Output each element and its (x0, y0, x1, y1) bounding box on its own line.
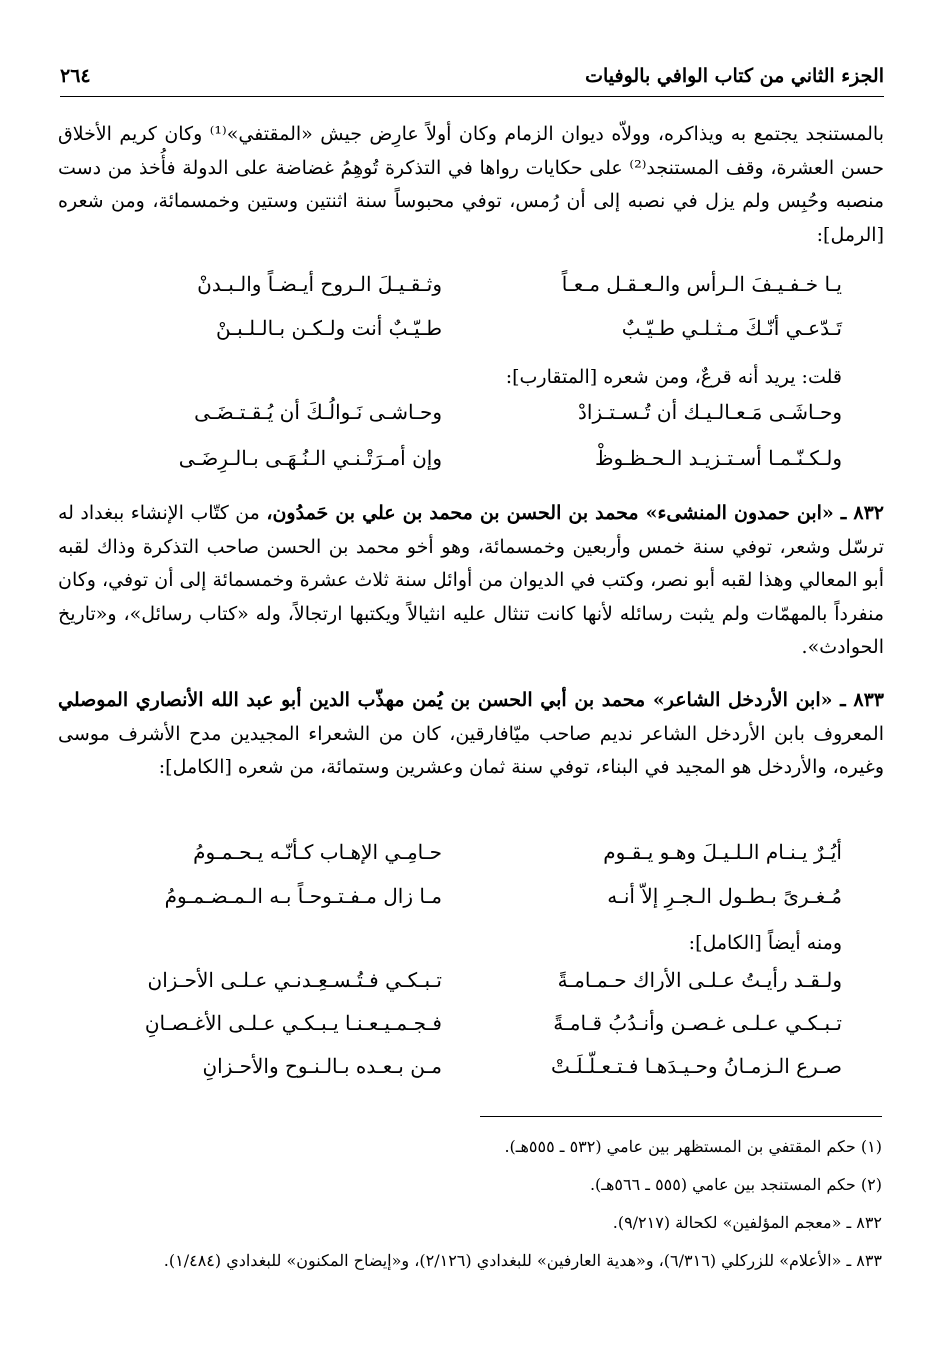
verse-hemistich-1: ولـكـنّـمـا أسـتـزيـد الـحـظـوظْ (594, 446, 842, 470)
verse-line (100, 272, 842, 306)
verse-hemistich-1: تـبـكـي عـلـى غـصـن وأنـدُبُ قـامـةً (553, 1011, 842, 1035)
entry-833 (58, 684, 884, 785)
verse-line (100, 400, 842, 434)
verse-line (100, 316, 842, 350)
verse-hemistich-1: ولـقـد رأيـتُ عـلـى الأراك حـمـامـةً (557, 968, 842, 992)
verse-hemistich-2: وحـاشـى نَـوالُـكَ أن يُـقـتـضَـى (194, 400, 442, 424)
verse-hemistich-2: مـن بـعـده بـالـنـوح والأحـزانِ (202, 1054, 442, 1078)
verse-hemistich-2: مـا زال مـفـتـوحـاً بـه الـمـضـمـومُ (164, 884, 442, 908)
footnote: ٨٣٢ ـ «معجم المؤلفين» لكحالة (٩/٢١٧). (612, 1213, 882, 1232)
page-number: ٢٦٤ (60, 65, 91, 87)
verse-line (100, 1054, 842, 1088)
entry-832 (58, 497, 884, 665)
verse-intro-label: ومنه أيضاً [الكامل]: (688, 932, 842, 954)
verse-hemistich-1: أيُـرٌ يـنـام الـلـيـلَ وهـو يـقـوم (603, 840, 842, 864)
verse-hemistich-1: تَـدّعـي أنّـكَ مـثـلـي طـيّـبٌ (621, 316, 842, 340)
verse-line (100, 446, 842, 480)
verse-line (100, 884, 842, 918)
footnote: (٢) حكم المستنجد بين عامي (٥٥٥ ـ ٥٦٦هـ). (589, 1175, 882, 1194)
verse-hemistich-2: حـامِـي الإهـاب كـأنّـه يـحـمـومُ (193, 840, 442, 864)
verse-hemistich-2: وإن أمـرَتْـنـي الـنُـهَـى بـالـرِضَـى (178, 446, 442, 470)
verse-hemistich-2: وثـقـيـلَ الـروح أيـضـاً والـبـدنْ (197, 272, 442, 296)
verse-hemistich-1: وحـاشَـى مَـعـالـيـك أن تُـسـتـزادْ (578, 400, 842, 424)
entry-833-heading: ٨٣٣ ـ «ابن الأردخل الشاعر» محمد بن أبي الحسن بن يُمن مهذّب الدين أبو عبد الله الأنصاري الموصلي (58, 689, 884, 711)
footnote-divider (480, 1116, 882, 1117)
verse-intro-label: قلت: يريد أنه قرعٌ، ومن شعره [المتقارب]: (505, 366, 842, 388)
verse-line (100, 1011, 842, 1045)
verse-line (100, 968, 842, 1002)
page-header (60, 56, 884, 97)
entry-833-body: المعروف بابن الأردخل الشاعر نديم صاحب ميّافارقين، كان من الشعراء المجيدين مدح الأشرف موسى وغيره، والأردخل هو المجيد في البناء، توفي سنة ثمان وعشرين وستمائة، من شعره [الكامل]: (58, 722, 884, 778)
verse-hemistich-2: فـجـمـيـعـنـا يـبـكـي عـلـى الأغـصـانِ (144, 1011, 442, 1035)
footnote: ٨٣٣ ـ «الأعلام» للزركلي (٦/٣١٦)، و«هدية العارفين» للبغدادي (٢/١٢٦)، و«إيضاح المكنون» للبغدادي (١/٤٨٤). (163, 1251, 882, 1270)
verse-hemistich-1: صـرع الـزمـانُ وحـيـدَهـا فـتـعـلّـلَـتْ (551, 1054, 842, 1078)
footnote: (١) حكم المقتفي بن المستظهر بين عامي (٥٣٢ ـ ٥٥٥هـ). (504, 1137, 882, 1156)
verse-hemistich-1: مُـغـرىً بـطـول الـجـرِ إلاّ أنـه (607, 884, 842, 908)
paragraph-intro: بالمستنجد يجتمع به ويذاكره، وولاّه ديوان الزمام وكان أولاً عارِض جيش «المقتفي»⁽¹⁾ وكان كريم الأخلاق حسن العشرة، وقف المستنجد⁽²⁾ على حكايات رواها في التذكرة تُوهِمُ غضاضة على الدولة فأُخذ من دست منصبه وحُبِس ولم يزل في نصبه إلى أن رُمس، توفي محبوساً سنة اثنتين وستين وخمسمائة، ومن شعره [الرمل]: (58, 123, 884, 246)
entry-832-heading: ٨٣٢ ـ «ابن حمدون المنشىء» محمد بن الحسن بن محمد بن علي بن حَمدُون، (266, 502, 885, 524)
entry-832-body: من كتّاب الإنشاء ببغداد له ترسّل وشعر، توفي سنة خمس وأربعين وخمسمائة، وهو أخو محمد بن الحسن صاحب التذكرة وذاك لقبه أبو المعالي وهذا لقبه أبو نصر، وكتب في الديوان من أوائل سنة ثلاث عشرة وخمسمائة إلى أن توفي، وكان منفرداً بالمهمّات ولم يثبت رسائله لأنها كانت تنثال عليه انثيالاً ويكتبها ارتجالاً، وله «كتاب رسائل»، و«تاريخ الحوادث». (58, 502, 884, 658)
verse-line (100, 840, 842, 874)
verse-hemistich-2: طـيّـبٌ أنت ولـكـن بـالـلـبـنْ (216, 316, 442, 340)
verse-hemistich-2: تـبـكـي فـتُـسـعِـدنـي عـلـى الأحـزان (147, 968, 442, 992)
running-title: الجزء الثاني من كتاب الوافي بالوفيات (585, 65, 884, 87)
verse-hemistich-1: يـا خـفـيـفَ الـرأس والـعـقـل مـعـاً (561, 272, 842, 296)
